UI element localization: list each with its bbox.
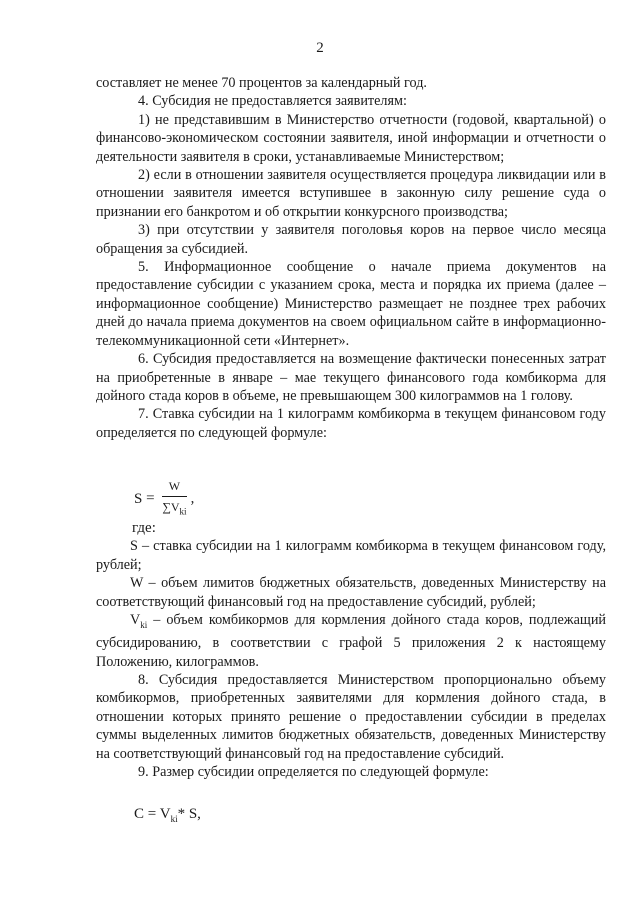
paragraph-4: 4. Субсидия не предоставляется заявителям: xyxy=(138,93,407,110)
paragraph-6: 6. Субсидия предоставляется на возмещение фактически понесенных затрат на приобретенные в январе – мае текущего финансового года комбикорма для дойного стада коров в объеме, не превышающем 300 килограммов на 1 голову. xyxy=(96,351,606,404)
paragraph-5: 5. Информационное сообщение о начале приема документов на предоставление субсидии с указанием срока, места и порядка их приема (далее – информационное сообщение) Министерство размещает не позднее трех рабочих дней до начала приема документов на своем официальном сайте в информационно-телекоммуникационной сети «Интернет». xyxy=(96,259,606,349)
paragraph-8: 8. Субсидия предоставляется Министерством пропорционально объему комбикормов, приобретенных заявителями для кормления дойного стада, в отношении которых принято решение о предоставлении субсидии в пределах суммы выделенных лимитов бюджетных обязательств, доведенных Министерству на соответствующий финансовый год на предоставление субсидий. xyxy=(96,672,606,762)
formula1-numerator: W xyxy=(162,477,186,497)
paragraph-4-2: 2) если в отношении заявителя осуществляется процедура ликвидации или в отношении заявителя имеется вступившее в законную силу решение суда о признании его банкротом и об открытии конкурсного производства; xyxy=(96,167,606,220)
formula1-tail: , xyxy=(190,490,195,507)
formula1-lhs: S xyxy=(134,490,143,507)
formula-rate xyxy=(96,477,606,521)
paragraph-4-1: 1) не представившим в Министерство отчетности (годовой, квартальной) о финансово-экономическом состоянии заявителя, иной информации и отчетности о деятельности заявителя в сроки, устанавливаемые Министерством; xyxy=(96,111,606,165)
text-block-2 xyxy=(96,519,606,782)
paragraph-continuation: составляет не менее 70 процентов за календарный год. xyxy=(96,75,427,91)
formula2-v: V xyxy=(159,806,171,822)
formula1-eq: = xyxy=(146,490,155,507)
definition-s: S – ставка субсидии на 1 килограмм комбикорма в текущем финансовом году, рублей; xyxy=(96,538,606,573)
paragraph-4-3: 3) при отсутствии у заявителя поголовья коров на первое число месяца обращения за субсидией. xyxy=(96,222,606,257)
formula2-eq: = xyxy=(147,806,157,822)
definition-vki: $V_{ki}$ – объем комбикормов для кормления дойного стада коров, подлежащий субсидированию, в соответствии с графой 5 приложения 2 к настоящему Положению, килограммов. xyxy=(96,612,606,670)
paragraph-9: 9. Размер субсидии определяется по следующей формуле: xyxy=(138,764,489,781)
formula-size: $C = V_{ki}*$ S, xyxy=(134,806,201,824)
formula2-tail: * S, xyxy=(177,806,201,822)
formula2-lhs: C xyxy=(134,806,145,822)
paragraph-7: 7. Ставка субсидии на 1 килограмм комбикорма в текущем финансовом году определяется по следующей формуле: xyxy=(96,406,606,441)
where-label: где: xyxy=(132,520,156,536)
page-number: 2 xyxy=(316,40,324,56)
text-block-1 xyxy=(96,74,606,442)
definition-w: W – объем лимитов бюджетных обязательств, доведенных Министерству на соответствующий финансовый год на предоставление субсидий, рублей; xyxy=(96,575,606,610)
formula1-fraction xyxy=(162,477,186,521)
formula1-denominator: $\sum V_{ki}$ xyxy=(162,500,187,517)
